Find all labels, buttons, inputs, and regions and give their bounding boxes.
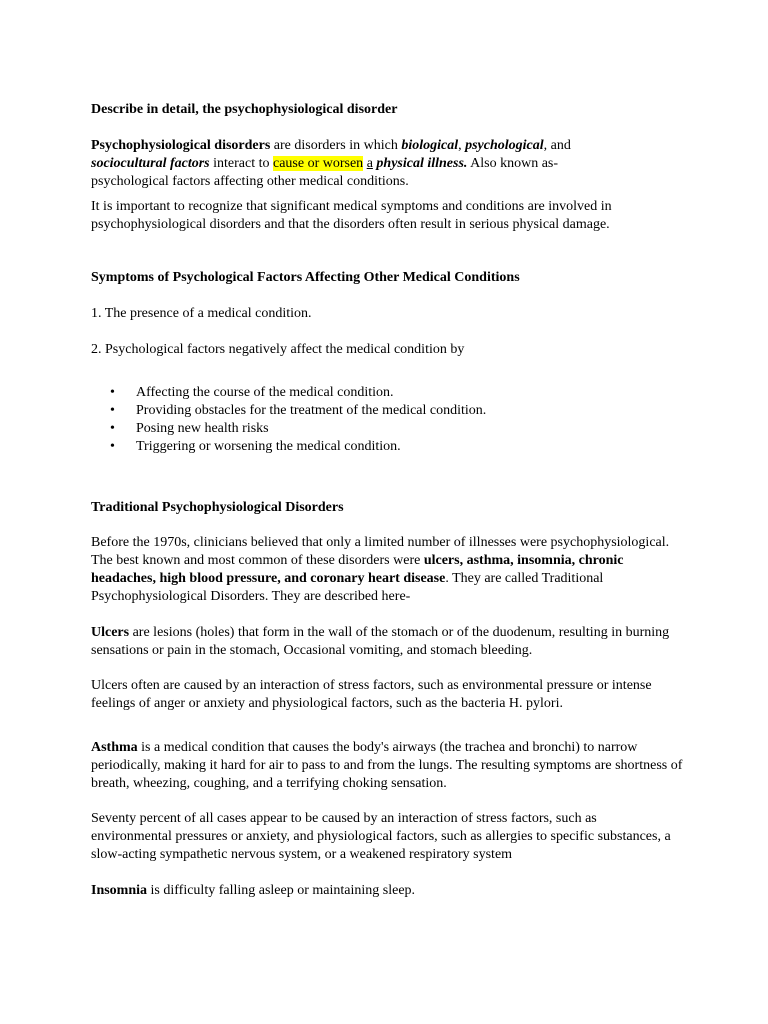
bullet-icon: • [110,421,115,436]
asthma-paragraph: Asthma is a medical condition that causes the body's airways (the trachea and bronchi) to narrow periodically, making it hard for air to pass to and from the lungs. The resulting symptoms are shortness of breath, wheezing, coughing, and a terrifying choking sensation. [91,740,683,791]
ulcers-paragraph: Ulcers are lesions (holes) that form in the wall of the stomach or of the duodenum, resulting in burning sensations or pain in the stomach, Occasional vomiting, and stomach bleeding. [91,625,670,658]
list-item: • Posing new health risks [110,421,269,436]
list-item: • Affecting the course of the medical condition. [110,385,394,400]
point-1: 1. The presence of a medical condition. [91,306,312,321]
main-heading: Describe in detail, the psychophysiological disorder [91,102,398,117]
traditional-paragraph: Before the 1970s, clinicians believed that only a limited number of illnesses were psychophysiological. The best known and most common of these disorders were ulcers, asthma, insomnia, chronic headaches, high blood pressure, and coronary heart disease. They are called Traditional Psychophysiological Disorders. They are described here- [91,535,670,604]
term-psychophysiological-disorders: Psychophysiological disorders [91,138,271,153]
highlighted-text: cause or worsen [273,156,364,171]
insomnia-paragraph: Insomnia is difficulty falling asleep or maintaining sleep. [91,883,416,898]
intro-paragraph: Psychophysiological disorders are disorders in which biological, psychological, and sociocultural factors interact to cause or worsen a physical illness. Also known as- psychological factors affecting other medical conditions. [91,138,571,189]
symptom-bullet-list [91,384,651,456]
symptoms-heading: Symptoms of Psychological Factors Affecting Other Medical Conditions [91,270,520,285]
point-2: 2. Psychological factors negatively affect the medical condition by [91,342,465,357]
bullet-icon: • [110,385,115,400]
asthma-cause-paragraph: Seventy percent of all cases appear to be caused by an interaction of stress factors, such as environmental pressures or anxiety, and physiological factors, such as allergies to specific substances, a slow-acting sympathetic nervous system, or a weakened respiratory system [91,811,671,862]
important-paragraph: It is important to recognize that significant medical symptoms and conditions are involved in psychophysiological disorders and that the disorders often result in serious physical damage. [91,199,612,232]
bullet-icon: • [110,403,115,418]
traditional-heading: Traditional Psychophysiological Disorders [91,500,344,515]
bullet-icon: • [110,439,115,454]
ulcers-cause-paragraph: Ulcers often are caused by an interaction of stress factors, such as environmental pressure or intense feelings of anger or anxiety and physiological factors, such as the bacteria H. pylori. [91,678,652,711]
list-item: • Providing obstacles for the treatment of the medical condition. [110,403,487,418]
list-item: • Triggering or worsening the medical condition. [110,439,401,454]
